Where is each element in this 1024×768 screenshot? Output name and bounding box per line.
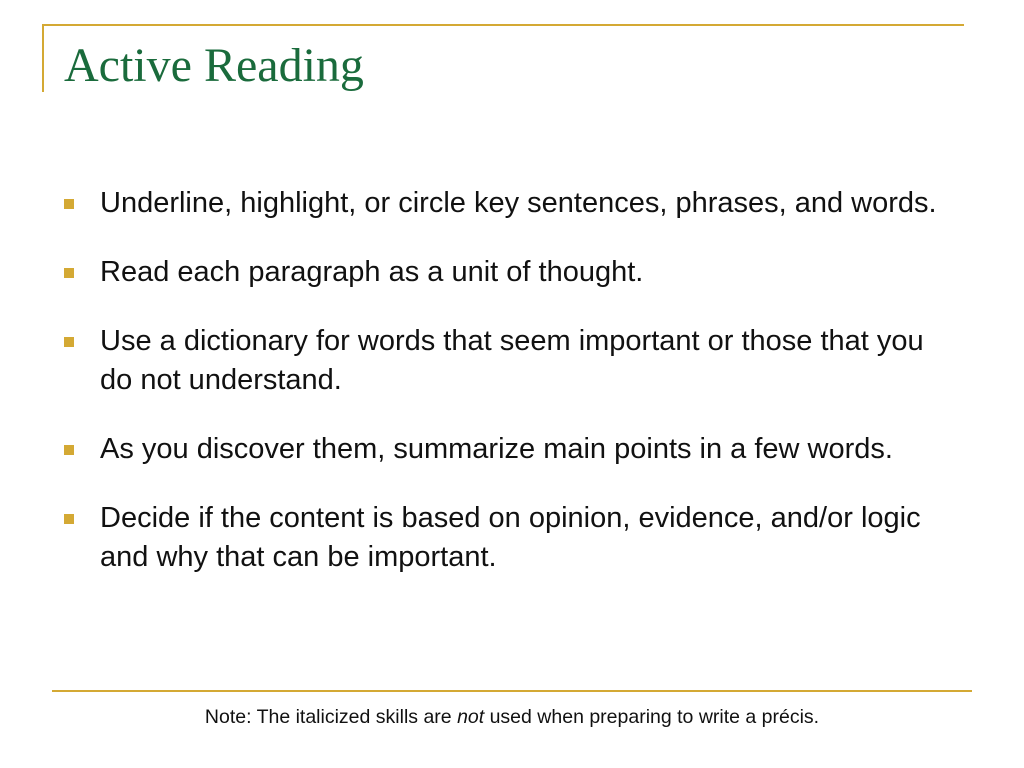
bullet-item (60, 322, 960, 400)
footnote-emphasis: not (457, 706, 485, 728)
bullet-text: As you discover them, summarize main points in a few words. (100, 433, 893, 465)
bullet-item (60, 184, 960, 223)
bullet-text: Read each paragraph as a unit of thought. (100, 256, 644, 288)
square-bullet-icon (64, 514, 74, 524)
bullet-list (60, 184, 960, 607)
bottom-divider-line (52, 690, 972, 692)
square-bullet-icon (64, 268, 74, 278)
footnote-text-before: Note: The italicized skills are (204, 706, 458, 728)
top-border-line (42, 24, 964, 26)
bullet-item (60, 253, 960, 292)
footnote-text-after: used when preparing to write a précis. (484, 706, 820, 728)
bullet-text: Use a dictionary for words that seem important or those that you do not understand. (100, 325, 924, 396)
left-border-line (42, 24, 44, 92)
square-bullet-icon (64, 199, 74, 209)
bullet-item (60, 430, 960, 469)
bullet-item (60, 499, 960, 577)
slide-title: Active Reading (64, 39, 364, 92)
bullet-text: Decide if the content is based on opinion, evidence, and/or logic and why that can be important. (100, 502, 921, 573)
footnote (0, 706, 1024, 729)
square-bullet-icon (64, 445, 74, 455)
bullet-text: Underline, highlight, or circle key sentences, phrases, and words. (100, 187, 937, 219)
square-bullet-icon (64, 337, 74, 347)
